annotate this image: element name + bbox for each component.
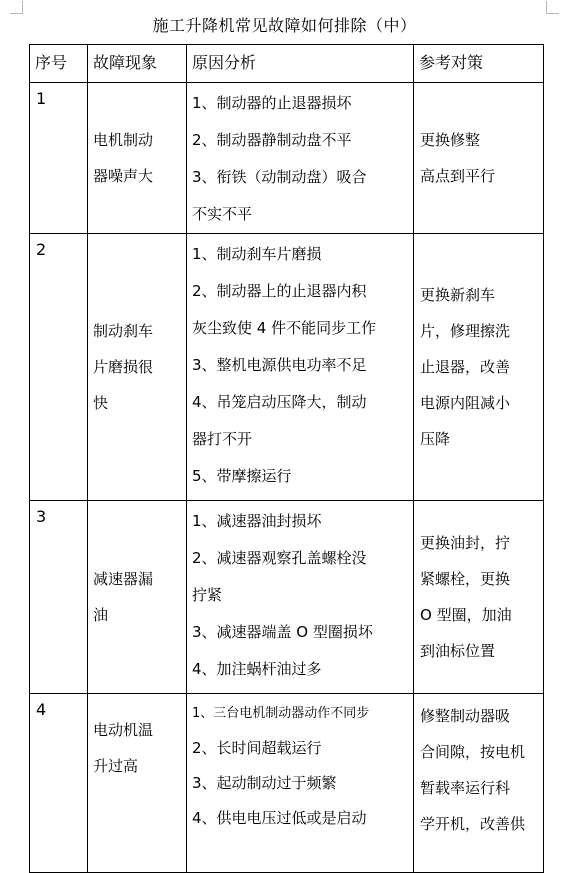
symptom-line: 电机制动 (93, 131, 154, 149)
solution-cell (414, 234, 544, 501)
symptom-cell (88, 234, 187, 501)
solution-line: O 型圈，加油 (420, 606, 512, 624)
cause-line: 4、供电电压过低或是启动 (192, 809, 367, 827)
solution-line: 更换油封，拧 (420, 534, 511, 552)
row-number: 1 (30, 83, 88, 234)
symptom-line: 减速器漏 (93, 570, 154, 588)
symptom-line: 片磨损很 (93, 358, 154, 376)
cause-line: 5、带摩擦运行 (192, 467, 292, 485)
cause-line: 2、减速器观察孔盖螺栓没 (192, 549, 367, 567)
solution-line: 学开机，改善供 (420, 815, 526, 833)
header-cause: 原因分析 (187, 45, 414, 83)
solution-line: 更换修整 (420, 131, 481, 149)
table-row (30, 501, 544, 694)
document-title: 施工升降机常见故障如何排除（中） (152, 16, 417, 35)
cause-line: 2、长时间超载运行 (192, 739, 322, 757)
table-row (30, 234, 544, 501)
cause-line: 1、三台电机制动器动作不同步 (192, 706, 370, 721)
solution-line: 修整制动器吸 (420, 707, 511, 725)
table-row (30, 83, 544, 234)
cause-line: 1、制动器的止退器损坏 (192, 94, 352, 112)
symptom-line: 升过高 (93, 757, 139, 775)
solution-line: 压降 (420, 430, 451, 448)
cause-line: 4、吊笼启动压降大，制动 (192, 393, 367, 411)
symptom-line: 电动机温 (93, 721, 154, 739)
cause-line: 3、减速器端盖 O 型圈损坏 (192, 623, 373, 641)
solution-cell (414, 694, 544, 873)
cause-line: 不实不平 (192, 205, 253, 223)
symptom-line: 油 (93, 606, 109, 624)
cause-line: 3、整机电源供电功率不足 (192, 356, 367, 374)
row-number: 4 (30, 694, 88, 873)
fault-table (29, 44, 544, 873)
cause-line: 3、衔铁（动制动盘）吸合 (192, 168, 367, 186)
symptom-cell (88, 501, 187, 694)
header-number: 序号 (30, 45, 88, 83)
header-solution: 参考对策 (414, 45, 544, 83)
cause-cell (187, 234, 414, 501)
solution-line: 合间隙，按电机 (420, 743, 526, 761)
cause-line: 1、减速器油封损坏 (192, 512, 322, 530)
solution-line: 到油标位置 (420, 642, 496, 660)
solution-cell (414, 501, 544, 694)
symptom-line: 制动刹车 (93, 322, 154, 340)
cause-line: 拧紧 (192, 586, 223, 604)
cause-line: 2、制动器上的止退器内积 (192, 282, 367, 300)
solution-line: 片，修理擦洗 (420, 322, 511, 340)
cause-line: 器打不开 (192, 430, 253, 448)
cause-cell (187, 501, 414, 694)
cause-line: 3、起动制动过于频繁 (192, 774, 337, 792)
solution-line: 高点到平行 (420, 167, 496, 185)
solution-line: 紧螺栓，更换 (420, 570, 511, 588)
header-symptom: 故障现象 (88, 45, 187, 83)
symptom-cell (88, 83, 187, 234)
row-number: 2 (30, 234, 88, 501)
solution-line: 电源内阻减小 (420, 394, 511, 412)
cause-cell (187, 83, 414, 234)
cause-line: 1、制动刹车片磨损 (192, 245, 322, 263)
solution-cell (414, 83, 544, 234)
symptom-cell (88, 694, 187, 873)
solution-line: 止退器，改善 (420, 358, 511, 376)
cause-cell (187, 694, 414, 873)
symptom-line: 器噪声大 (93, 167, 154, 185)
solution-line: 更换新刹车 (420, 286, 496, 304)
header-row (30, 45, 544, 83)
cause-line: 4、加注蜗杆油过多 (192, 660, 322, 678)
symptom-line: 快 (93, 394, 109, 412)
table-row (30, 694, 544, 873)
solution-line: 暂载率运行科 (420, 779, 511, 797)
cause-line: 2、制动器静制动盘不平 (192, 131, 352, 149)
cause-line: 灰尘致使 4 件不能同步工作 (192, 319, 377, 337)
row-number: 3 (30, 501, 88, 694)
